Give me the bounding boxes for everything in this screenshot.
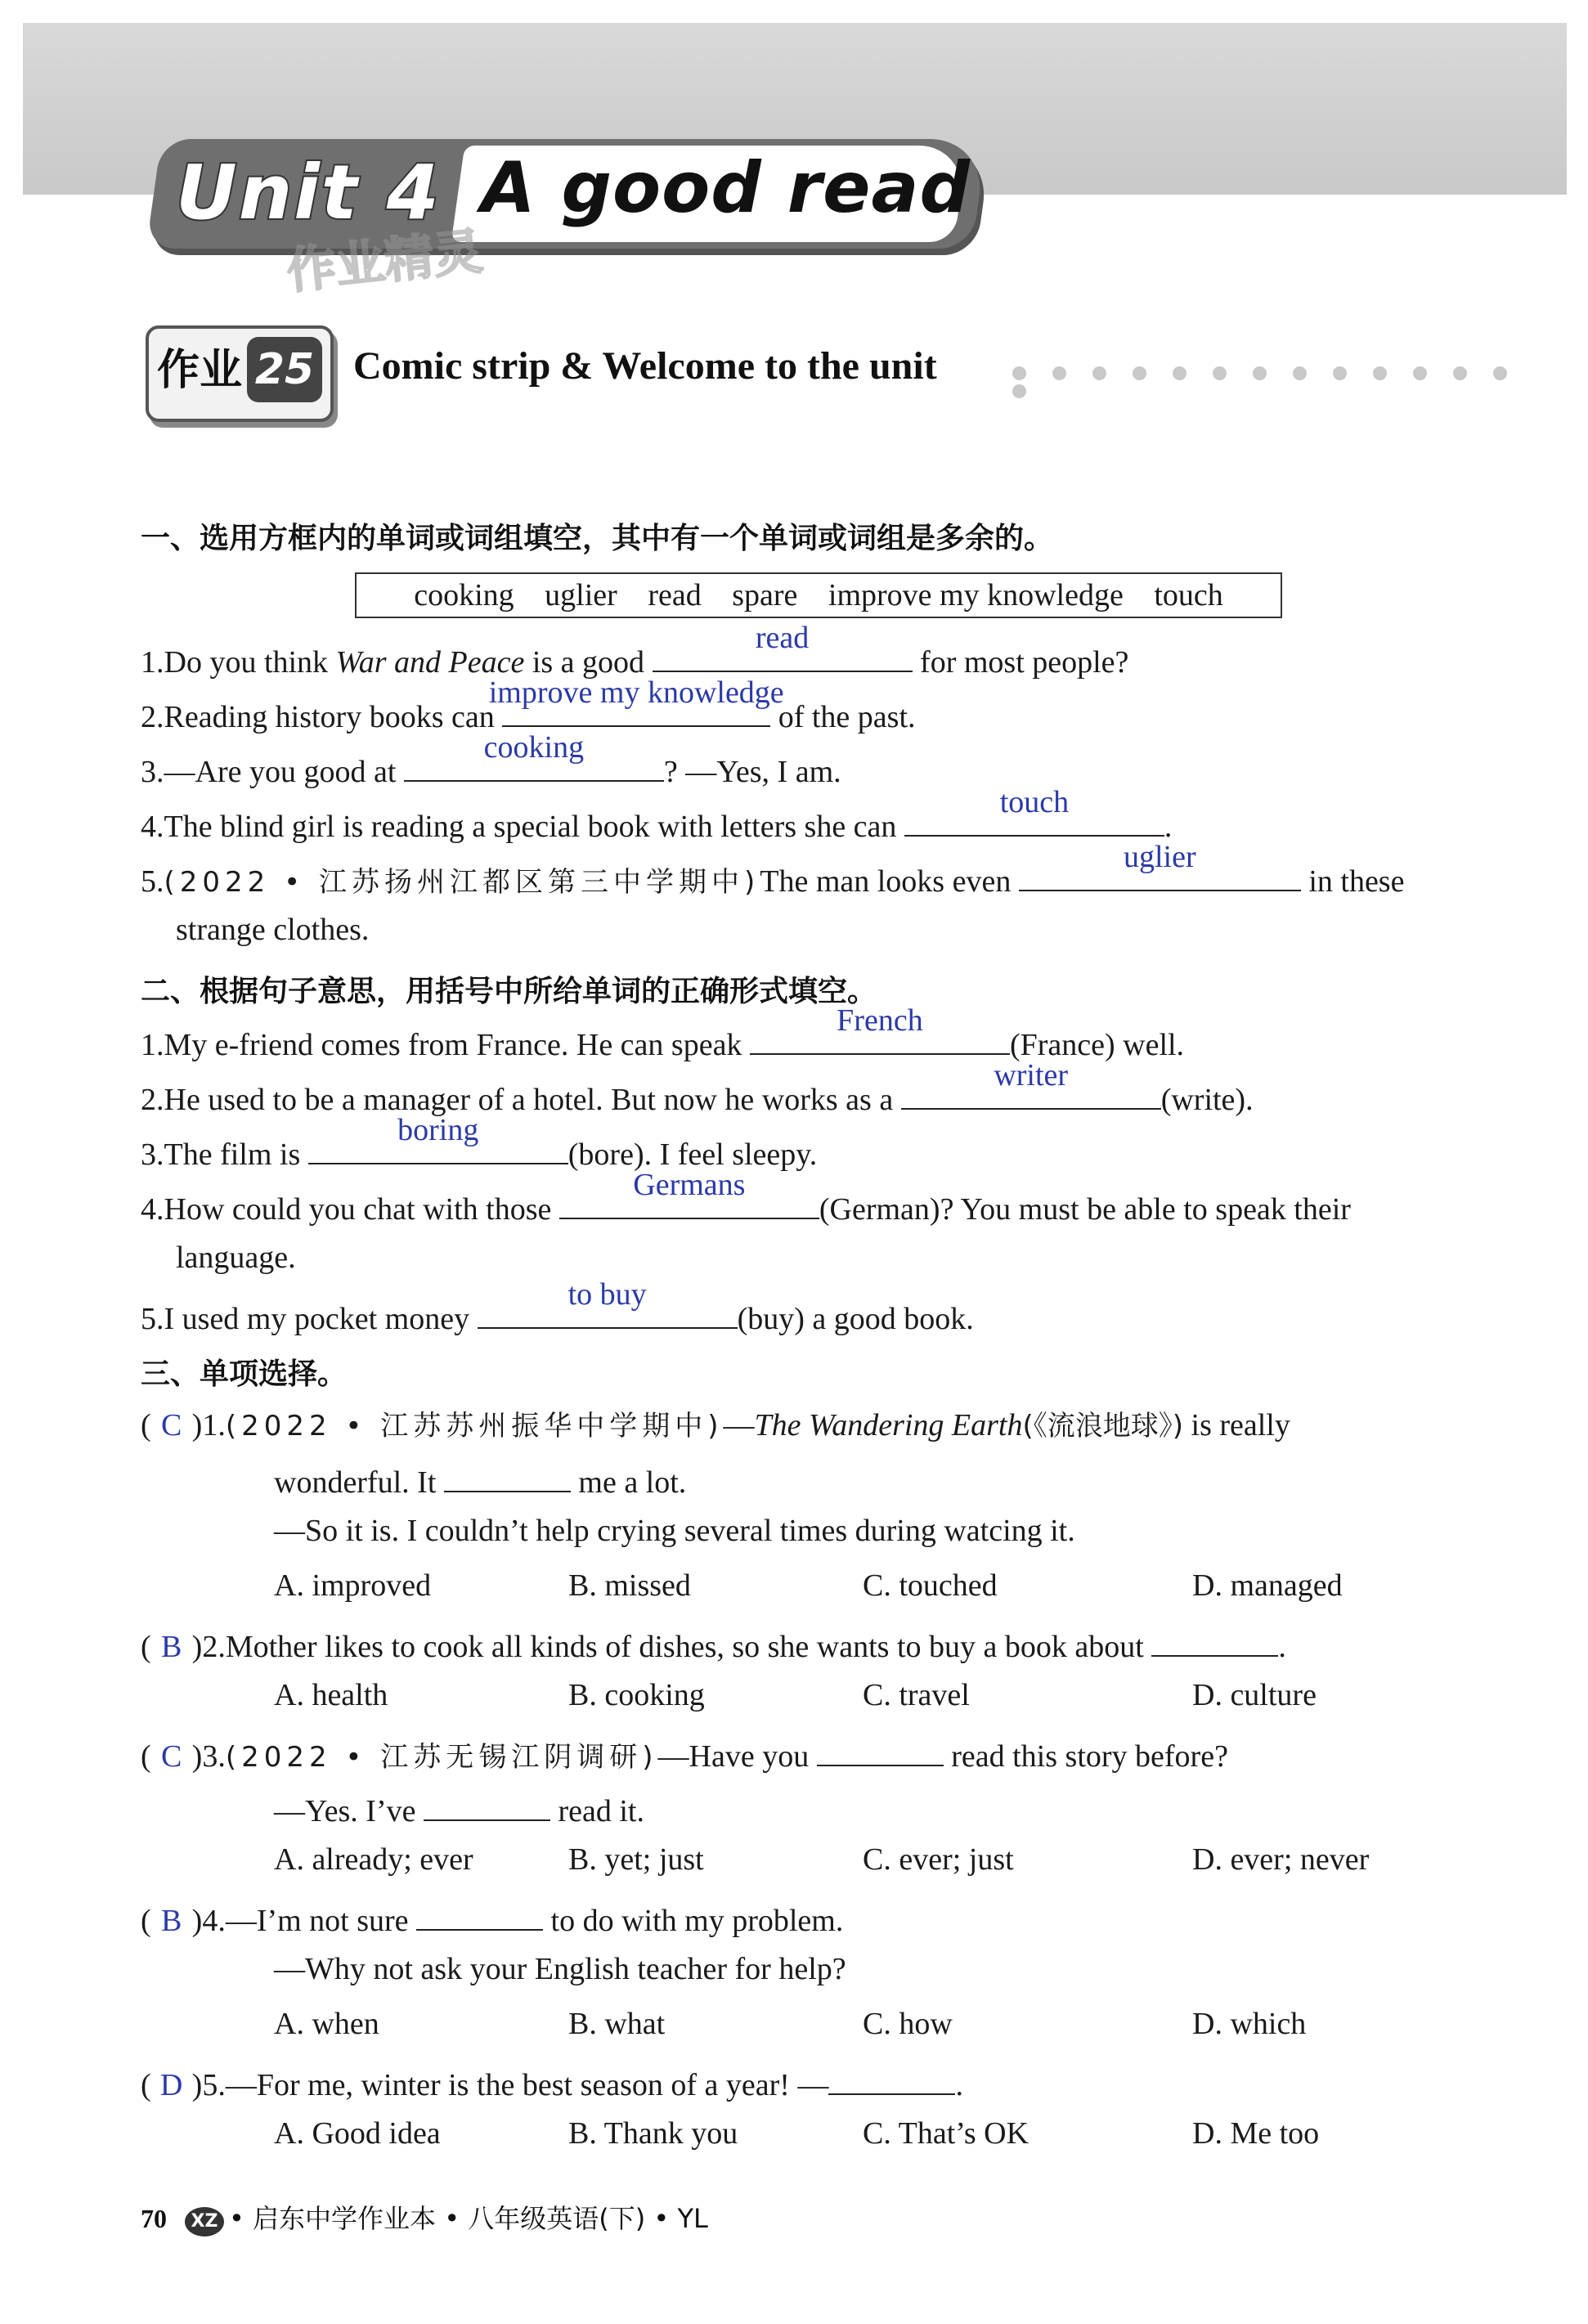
- mc-question-1-line3: —So it is. I couldn’t help crying several times during watcing it.: [274, 1514, 1075, 1548]
- section1-heading: 一、选用方框内的单词或词组填空，其中有一个单词或词组是多余的。: [141, 522, 1054, 555]
- answer-blank[interactable]: [424, 1787, 550, 1821]
- mc-answer: B: [160, 1904, 182, 1938]
- dot-divider: [1012, 366, 1568, 383]
- s2-item-5: 5.I used my pocket money to buy (buy) a good book.: [141, 1277, 974, 1336]
- homework-number: 25: [247, 337, 322, 402]
- answer-blank[interactable]: [1019, 840, 1301, 891]
- s1-item-3: 3.—Are you good at cooking ? —Yes, I am.: [141, 730, 841, 789]
- word-box-item: touch: [1154, 578, 1223, 612]
- mc-question-1: ( C )1.(2022 • 江苏苏州振华中学期中)—The Wandering Earth(《流浪地球》) is really: [141, 1408, 1290, 1442]
- word-box-item: improve my knowledge: [828, 578, 1124, 612]
- s2-item-4: 4.How could you chat with those Germans (German)? You must be able to speak their: [141, 1168, 1351, 1227]
- s2-item-1: 1.My e-friend comes from France. He can speak French (France) well.: [141, 1003, 1185, 1062]
- mc-question-5: ( D )5.—For me, winter is the best season of a year! — .: [141, 2061, 963, 2103]
- mc-option[interactable]: C. travel: [863, 1678, 970, 1712]
- answer-text: improve my knowledge: [488, 675, 784, 710]
- book-title: • 启东中学作业本 • 八年级英语(下) • YL: [229, 2203, 708, 2234]
- watermark: 作业精灵: [284, 222, 486, 301]
- answer-text: cooking: [483, 730, 585, 765]
- mc-option[interactable]: B. what: [568, 2007, 666, 2041]
- word-box-item: read: [648, 578, 702, 612]
- mc-answer: C: [160, 1408, 182, 1442]
- s1-item-2: 2.Reading history books can improve my knowledge of the past.: [141, 675, 916, 734]
- mc-option[interactable]: C. touched: [863, 1568, 998, 1603]
- answer-blank[interactable]: [444, 1458, 571, 1492]
- answer-blank[interactable]: [653, 621, 913, 672]
- word-box: [355, 572, 1282, 618]
- answer-blank[interactable]: [488, 675, 784, 727]
- mc-answer: B: [160, 1630, 182, 1664]
- answer-blank[interactable]: [901, 1058, 1161, 1110]
- answer-blank[interactable]: [750, 1003, 1010, 1055]
- answer-text: writer: [994, 1058, 1069, 1092]
- answer-text: uglier: [1124, 840, 1196, 874]
- s1-item-5-cont: strange clothes.: [176, 913, 370, 947]
- mc-question-3: ( C )3.(2022 • 江苏无锡江阴调研)—Have you read this story before?: [141, 1732, 1228, 1774]
- word-box-item: cooking: [414, 578, 514, 612]
- answer-blank[interactable]: [416, 1896, 543, 1931]
- footer: [141, 2198, 708, 2237]
- mc-answer: C: [160, 1739, 182, 1774]
- mc-option[interactable]: D. culture: [1192, 1678, 1317, 1712]
- mc-question-4-line2: —Why not ask your English teacher for help?: [274, 1952, 846, 1986]
- answer-text: Germans: [633, 1168, 746, 1202]
- mc-option[interactable]: D. Me too: [1192, 2116, 1320, 2151]
- answer-blank[interactable]: [404, 730, 664, 782]
- mc-option[interactable]: A. already; ever: [274, 1842, 473, 1877]
- mc-option[interactable]: B. missed: [568, 1568, 691, 1603]
- mc-option[interactable]: D. managed: [1192, 1568, 1343, 1603]
- answer-blank[interactable]: [817, 1732, 944, 1766]
- page-number: 70: [141, 2204, 167, 2233]
- mc-option[interactable]: A. Good idea: [274, 2116, 441, 2151]
- mc-option[interactable]: A. health: [274, 1678, 388, 1712]
- answer-blank[interactable]: [478, 1277, 738, 1329]
- s2-item-2: 2.He used to be a manager of a hotel. But now he works as a writer (write).: [141, 1058, 1254, 1117]
- mc-option[interactable]: C. how: [863, 2007, 953, 2041]
- section2-heading: 二、根据句子意思，用括号中所给单词的正确形式填空。: [141, 975, 877, 1008]
- answer-blank[interactable]: [828, 2061, 955, 2095]
- mc-question-4: ( B )4.—I’m not sure to do with my problem.: [141, 1896, 843, 1939]
- answer-text: French: [837, 1003, 923, 1038]
- mc-question-3-line2: —Yes. I’ve read it.: [274, 1787, 644, 1829]
- homework-word: 作业: [157, 346, 243, 395]
- s1-item-4: 4.The blind girl is reading a special book with letters she can touch .: [141, 785, 1173, 844]
- s1-item-1: 1.Do you think War and Peace is a good read for most people?: [141, 621, 1129, 680]
- publisher-logo: XZ: [185, 2207, 224, 2237]
- mc-option[interactable]: B. yet; just: [568, 1842, 704, 1877]
- section3-heading: 三、单项选择。: [141, 1357, 348, 1391]
- mc-question-1-line2: wonderful. It me a lot.: [274, 1458, 686, 1501]
- s1-item-5: 5.(2022 • 江苏扬州江都区第三中学期中)The man looks even uglier in these: [141, 840, 1405, 899]
- mc-option[interactable]: A. improved: [274, 1568, 432, 1603]
- answer-blank[interactable]: [1151, 1622, 1278, 1657]
- mc-option[interactable]: C. That’s OK: [863, 2116, 1030, 2151]
- mc-answer: D: [159, 2068, 183, 2102]
- word-box-item: uglier: [545, 578, 617, 612]
- unit-title: A good read: [481, 147, 971, 229]
- mc-question-2: ( B )2.Mother likes to cook all kinds of dishes, so she wants to buy a book about .: [141, 1622, 1286, 1665]
- mc-option[interactable]: D. ever; never: [1192, 1842, 1370, 1877]
- lesson-title: Comic strip & Welcome to the unit: [353, 344, 937, 388]
- word-box-item: spare: [732, 578, 798, 612]
- answer-text: boring: [397, 1113, 479, 1147]
- answer-blank[interactable]: [904, 785, 1164, 837]
- mc-option[interactable]: C. ever; just: [863, 1842, 1014, 1877]
- s2-item-3: 3.The film is boring (bore). I feel sleepy.: [141, 1113, 818, 1172]
- mc-option[interactable]: B. Thank you: [568, 2116, 738, 2151]
- s2-item-4-cont: language.: [176, 1241, 296, 1275]
- mc-option[interactable]: A. when: [274, 2007, 379, 2041]
- answer-text: to buy: [567, 1277, 647, 1312]
- mc-option[interactable]: B. cooking: [568, 1678, 705, 1712]
- answer-blank[interactable]: [559, 1168, 819, 1219]
- answer-text: read: [755, 621, 810, 655]
- unit-label: Unit 4: [176, 149, 441, 236]
- answer-blank[interactable]: [308, 1113, 568, 1164]
- mc-option[interactable]: D. which: [1192, 2007, 1307, 2041]
- answer-text: touch: [999, 785, 1070, 819]
